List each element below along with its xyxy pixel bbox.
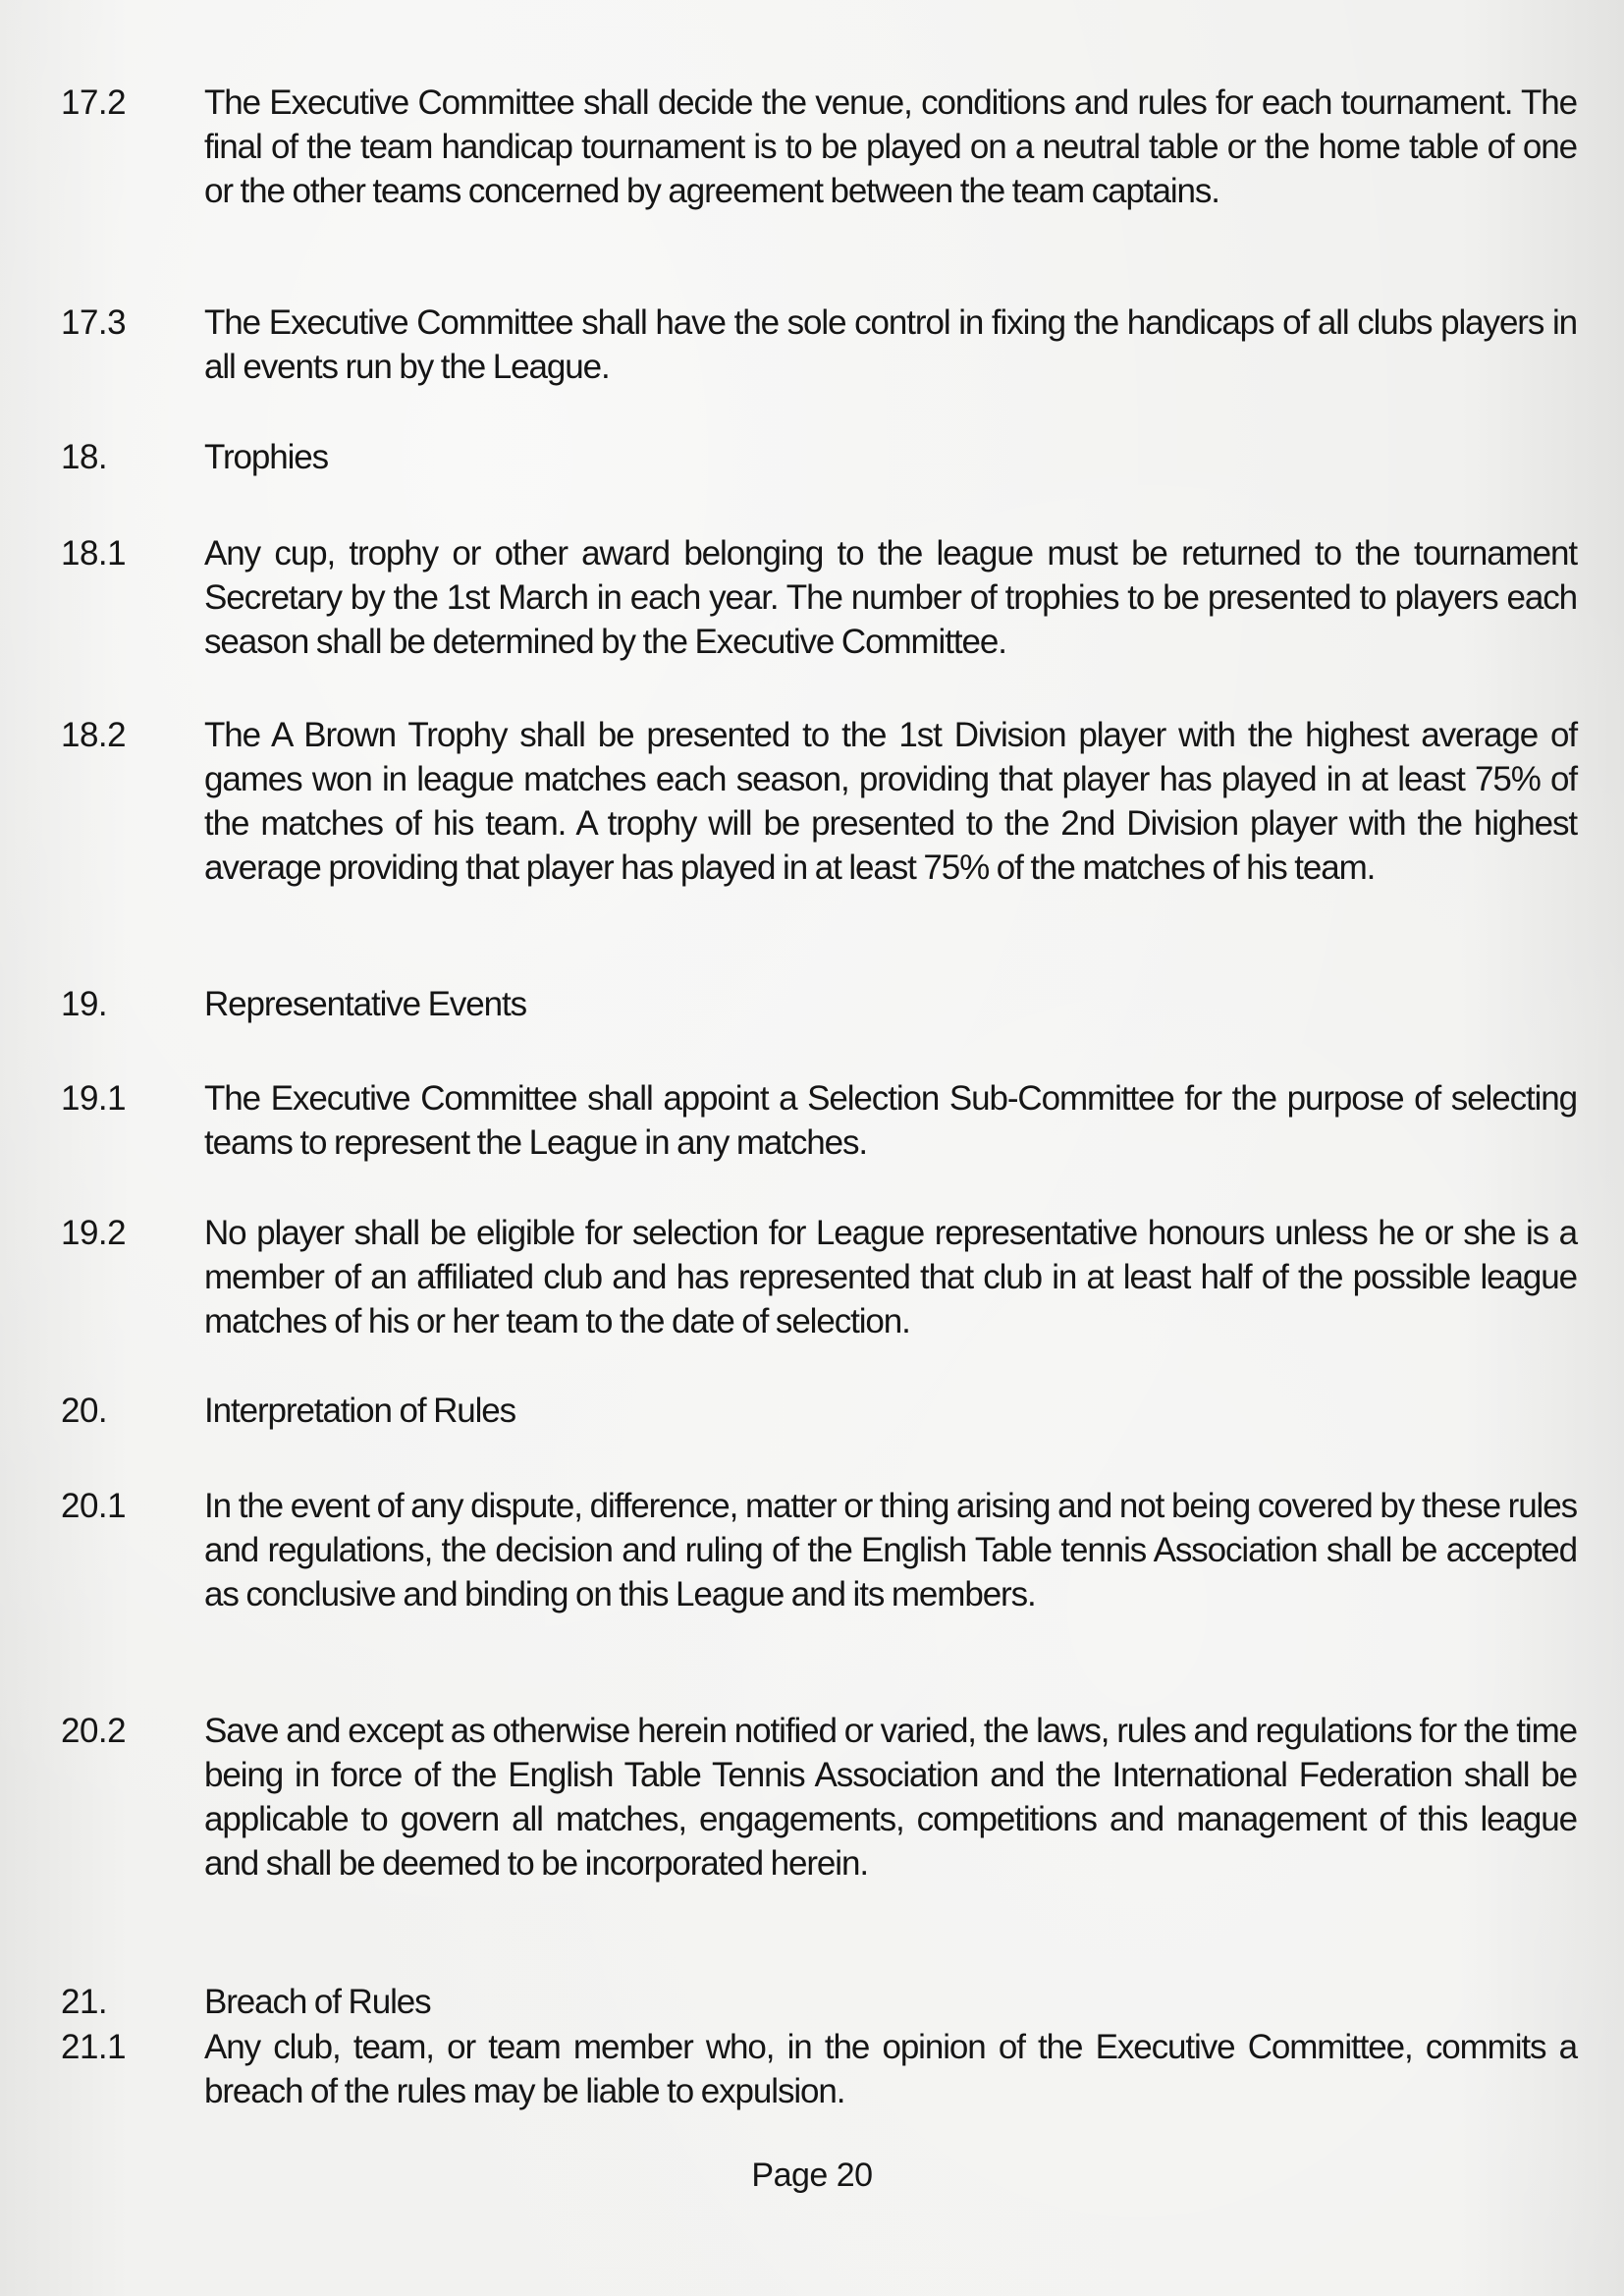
section-number: 21.1 [61,2028,127,2066]
section-text: Save and except as otherwise herein notified or varied, the laws, rules and regulations for the time being in force of the English Table Tennis Association and the International Federation shall be applicable to govern all matches, engagements, competitions and management of this league and shall be deemed to be incorporated herein. [204,1712,1577,1883]
section-heading: Trophies [204,438,329,476]
section-text: The Executive Committee shall appoint a Selection Sub-Committee for the purpose of selecting teams to represent the League in any matches. [204,1079,1577,1162]
section-number: 19.1 [61,1079,127,1118]
section-text: The Executive Committee shall decide the venue, conditions and rules for each tournament. The final of the team handicap tournament is to be played on a neutral table or the home table of one or the other teams concerned by agreement between the team captains. [204,83,1577,210]
section-number: 18.1 [61,534,127,573]
section-number: 18.2 [61,716,127,754]
section-number: 17.2 [61,83,127,122]
section-text: Any cup, trophy or other award belonging to the league must be returned to the tournament Secretary by the 1st March in each year. The number of trophies to be presented to players each season shall be determined by the Executive Committee. [204,534,1577,661]
section-text: In the event of any dispute, difference, matter or thing arising and not being covered by these rules and regulations, the decision and ruling of the English Table tennis Association shall be accepted as conclusive and binding on this League and its members. [204,1487,1577,1613]
section-text: Any club, team, or team member who, in the opinion of the Executive Committee, commits a breach of the rules may be liable to expulsion. [204,2028,1577,2110]
section-text: The A Brown Trophy shall be presented to the 1st Division player with the highest average of games won in league matches each season, providing that player has played in at least 75% of the matches of his team. A trophy will be presented to the 2nd Division player with the highest average providing that player has played in at least 75% of the matches of his team. [204,716,1577,887]
section-heading: Interpretation of Rules [204,1392,516,1430]
section-number: 17.3 [61,303,127,342]
section-text: No player shall be eligible for selection for League representative honours unless he or she is a member of an affiliated club and has represented that club in at least half of the possible league matches of his or her team to the date of selection. [204,1214,1577,1340]
page-number: Page 20 [751,2157,873,2194]
section-number: 20. [61,1392,108,1430]
section-heading: Representative Events [204,985,527,1023]
section-number: 18. [61,438,108,476]
section-number: 20.2 [61,1712,127,1750]
section-number: 21. [61,1983,108,2021]
page-footer [0,2157,1624,2195]
section-number: 19. [61,985,108,1023]
section-heading: Breach of Rules [204,1983,431,2021]
section-text: The Executive Committee shall have the sole control in fixing the handicaps of all clubs players in all events run by the League. [204,303,1577,386]
section-number: 20.1 [61,1487,127,1525]
section-number: 19.2 [61,1214,127,1252]
